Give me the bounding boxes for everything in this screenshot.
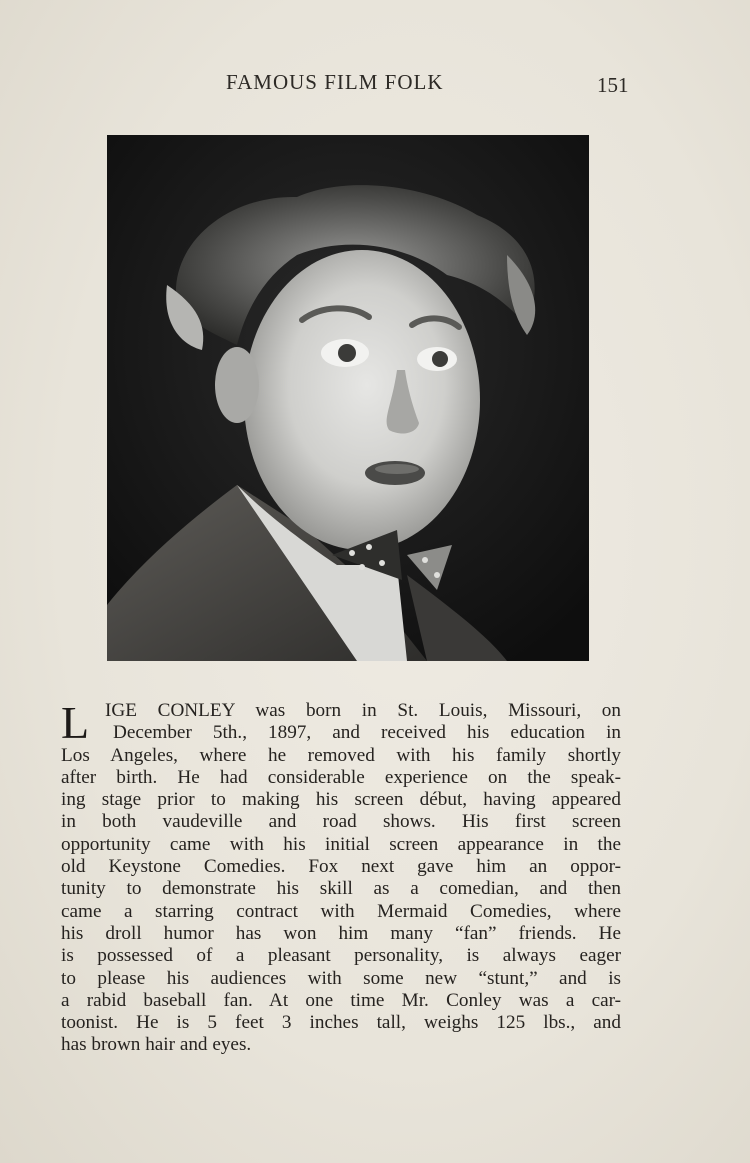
text-line: December 5th., 1897, and received his education in	[113, 722, 621, 744]
text-line: after birth. He had considerable experience on the speak-	[61, 766, 621, 788]
portrait-illustration	[107, 135, 589, 661]
text-line: tunity to demonstrate his skill as a comedian, and then	[61, 878, 621, 900]
text-line: has brown hair and eyes.	[61, 1034, 252, 1056]
text-line: Los Angeles, where he removed with his family shortly	[61, 744, 621, 766]
text-line: his droll humor has won him many “fan” friends. He	[61, 922, 621, 944]
text-line: ing stage prior to making his screen début, having appeared	[61, 789, 621, 811]
page-number: 151	[597, 73, 629, 97]
text-line: in both vaudeville and road shows. His first screen	[61, 811, 621, 833]
article-body	[61, 697, 621, 1057]
portrait-photo	[107, 135, 589, 661]
text-line: is possessed of a pleasant personality, is always eager	[61, 945, 621, 967]
text-line: came a starring contract with Mermaid Comedies, where	[61, 900, 621, 922]
text-line: a rabid baseball fan. At one time Mr. Conley was a car-	[61, 989, 621, 1011]
running-head	[0, 70, 750, 100]
text-line: IGE CONLEY was born in St. Louis, Missouri, on	[105, 700, 621, 721]
text-line: to please his audiences with some new “stunt,” and is	[61, 967, 621, 989]
drop-cap: L	[61, 697, 90, 748]
text-line: opportunity came with his initial screen appearance in the	[61, 833, 621, 855]
running-head-title: FAMOUS FILM FOLK	[226, 70, 444, 94]
text-line: toonist. He is 5 feet 3 inches tall, weighs 125 lbs., and	[61, 1012, 621, 1034]
text-line: old Keystone Comedies. Fox next gave him an oppor-	[61, 856, 621, 878]
